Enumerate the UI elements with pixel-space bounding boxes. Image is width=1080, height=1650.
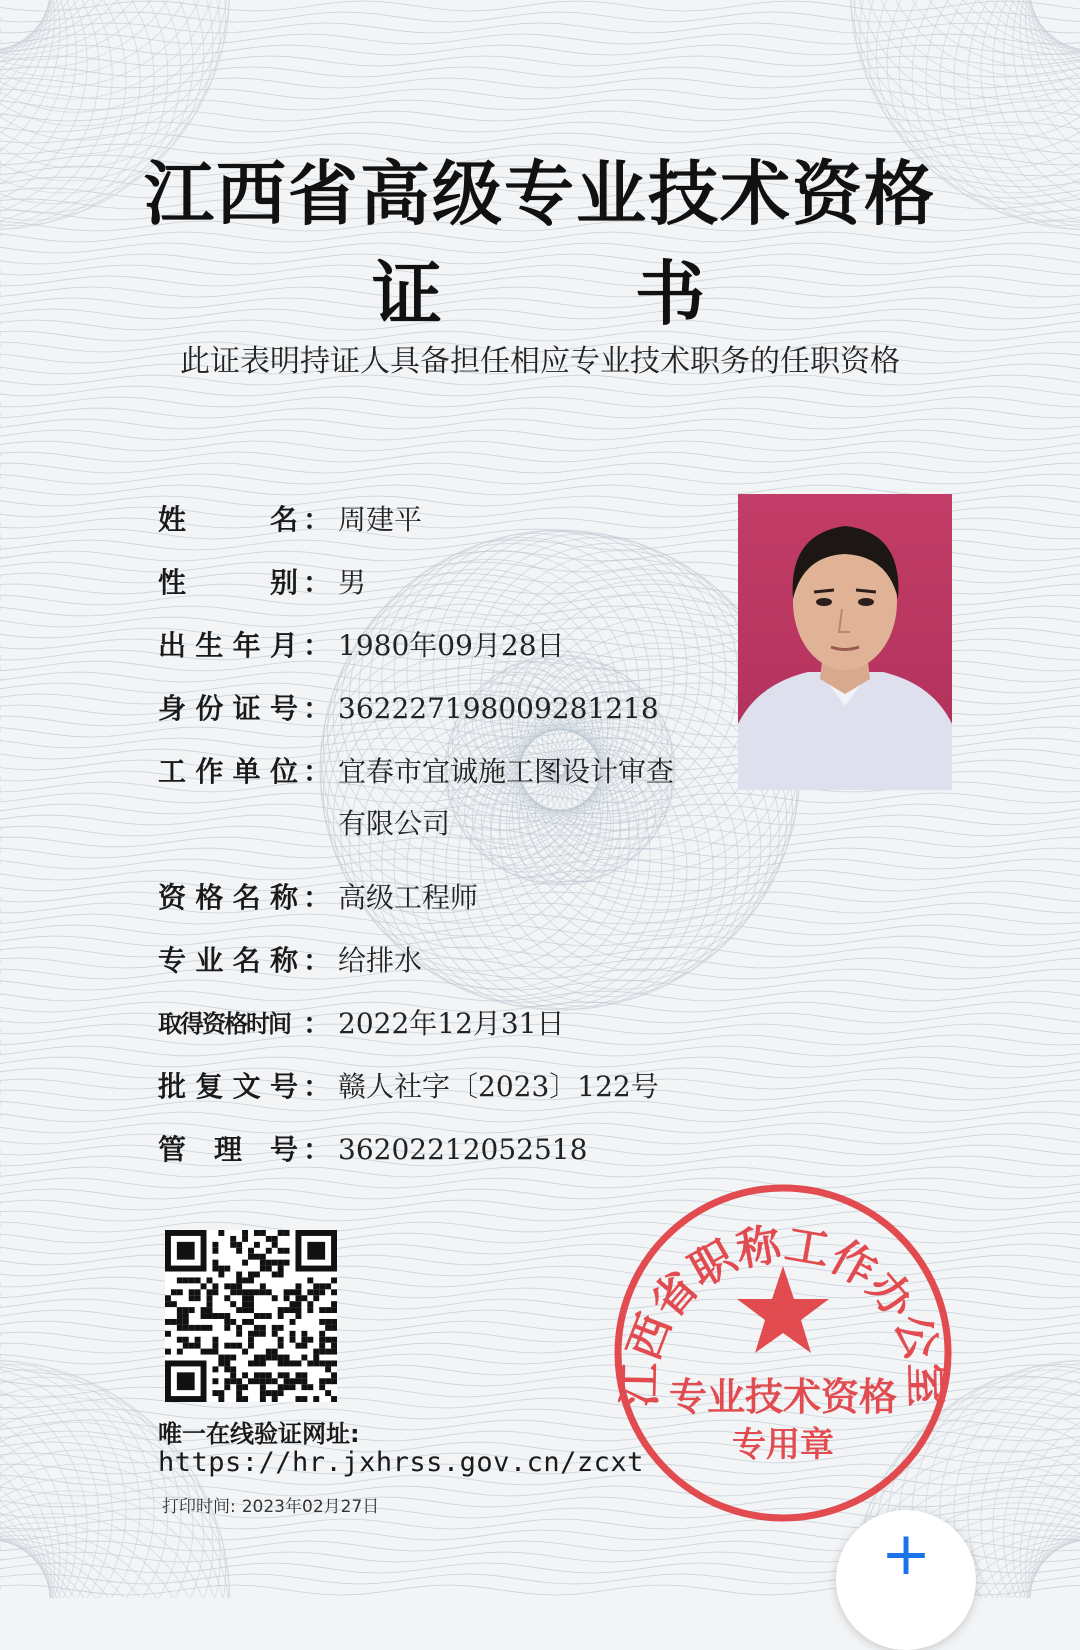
field-label bbox=[158, 689, 298, 729]
field-value bbox=[338, 878, 728, 918]
field-value bbox=[338, 1004, 728, 1044]
print-time bbox=[162, 1492, 379, 1517]
add-button[interactable] bbox=[836, 1510, 976, 1650]
field-value bbox=[338, 689, 728, 729]
field-label-char: 作 bbox=[195, 755, 224, 788]
field-label-char: 身 bbox=[158, 692, 187, 725]
field-label-char: 文 bbox=[232, 1070, 261, 1103]
field-label-char: 名 bbox=[232, 881, 261, 914]
field-label-char: 单 bbox=[232, 755, 261, 788]
field-label-char: 年 bbox=[232, 629, 261, 662]
certificate-subtitle: 此证表明持证人具备担任相应专业技术职务的任职资格 bbox=[180, 344, 900, 379]
field-value bbox=[338, 626, 728, 666]
field-colon: ： bbox=[303, 1070, 332, 1103]
field-label-char: 批 bbox=[158, 1070, 187, 1103]
field-value bbox=[338, 1067, 728, 1107]
field-colon: ： bbox=[303, 503, 332, 536]
print-time-date: 2023年02月27日 bbox=[241, 1497, 380, 1517]
field-value-line: 362227198009281218 bbox=[338, 692, 659, 725]
field-label-char: 名 bbox=[269, 503, 298, 536]
holder-photo bbox=[738, 494, 952, 790]
field-label-char: 出 bbox=[158, 629, 187, 662]
field-label-char: 称 bbox=[269, 881, 298, 914]
field-label bbox=[158, 563, 298, 603]
field-label bbox=[158, 1130, 298, 1170]
seal-inner-line1: 专业技术资格 bbox=[668, 1374, 898, 1419]
field-value bbox=[338, 1130, 728, 1170]
field-label-char: 姓 bbox=[158, 503, 187, 536]
field-value-line: 周建平 bbox=[338, 503, 423, 536]
field-value-line: 高级工程师 bbox=[338, 881, 479, 914]
field-label bbox=[158, 878, 298, 918]
seal-outer-text: 江西省职称工作办公室 bbox=[614, 1218, 952, 1408]
field-colon: ： bbox=[303, 566, 332, 599]
field-label-char: 份 bbox=[195, 692, 224, 725]
field-label: 取得资格时间 bbox=[158, 1010, 290, 1038]
field-value bbox=[338, 563, 728, 603]
field-value bbox=[338, 752, 728, 844]
field-value-line: 宜春市宜诚施工图设计审查 bbox=[338, 755, 675, 788]
plus-icon: + bbox=[880, 1519, 932, 1589]
field-label bbox=[158, 500, 298, 540]
title-char-shu: 书 bbox=[635, 253, 705, 335]
field-label-char: 专 bbox=[158, 944, 187, 977]
field-label-char: 复 bbox=[195, 1070, 224, 1103]
field-colon: ： bbox=[303, 755, 332, 788]
field-value bbox=[338, 500, 728, 540]
field-label-char: 性 bbox=[158, 566, 187, 599]
field-colon: ： bbox=[303, 881, 332, 914]
field-value-line: 36202212052518 bbox=[338, 1133, 588, 1166]
field-value-line: 给排水 bbox=[338, 944, 423, 977]
qr-code[interactable] bbox=[165, 1230, 337, 1402]
field-value-line: 赣人社字〔2023〕122号 bbox=[338, 1070, 659, 1103]
field-label-char: 名 bbox=[232, 944, 261, 977]
field-label-char: 业 bbox=[195, 944, 224, 977]
field-label bbox=[158, 626, 298, 666]
field-label-char: 理 bbox=[213, 1133, 242, 1166]
field-colon: ： bbox=[303, 944, 332, 977]
field-value-line: 2022年12月31日 bbox=[338, 1007, 565, 1040]
certificate-title: 江西省高级专业技术资格 bbox=[144, 153, 936, 235]
field-value-line: 男 bbox=[338, 566, 367, 599]
field-colon: ： bbox=[303, 1133, 332, 1166]
field-label-char: 月 bbox=[269, 629, 298, 662]
field-label bbox=[158, 1067, 298, 1107]
field-label-char: 工 bbox=[158, 755, 187, 788]
verification-label: 唯一在线验证网址: bbox=[158, 1420, 360, 1448]
field-label-char: 证 bbox=[232, 692, 261, 725]
print-time-label: 打印时间: bbox=[162, 1497, 236, 1517]
field-value-line: 1980年09月28日 bbox=[338, 629, 565, 662]
field-label-char: 称 bbox=[269, 944, 298, 977]
field-label bbox=[158, 941, 298, 981]
field-label-char: 资 bbox=[158, 881, 187, 914]
field-label-char: 生 bbox=[195, 629, 224, 662]
official-seal bbox=[608, 1178, 958, 1528]
field-colon: ： bbox=[303, 692, 332, 725]
field-value bbox=[338, 941, 728, 981]
field-label-char: 别 bbox=[269, 566, 298, 599]
field-label-char: 格 bbox=[195, 881, 224, 914]
field-colon: ： bbox=[303, 1007, 332, 1040]
field-value-line: 有限公司 bbox=[338, 807, 451, 840]
field-label-char: 位 bbox=[269, 755, 298, 788]
title-char-zheng: 证 bbox=[372, 253, 442, 335]
field-label-char: 管 bbox=[158, 1133, 187, 1166]
field-colon: ： bbox=[303, 629, 332, 662]
seal-inner-line2: 专用章 bbox=[732, 1425, 834, 1465]
field-label bbox=[158, 752, 298, 792]
verification-url[interactable]: https://hr.jxhrss.gov.cn/zcxt bbox=[158, 1447, 644, 1478]
field-label-char: 号 bbox=[269, 692, 298, 725]
field-label-char: 号 bbox=[269, 1133, 298, 1166]
field-label-char: 号 bbox=[269, 1070, 298, 1103]
